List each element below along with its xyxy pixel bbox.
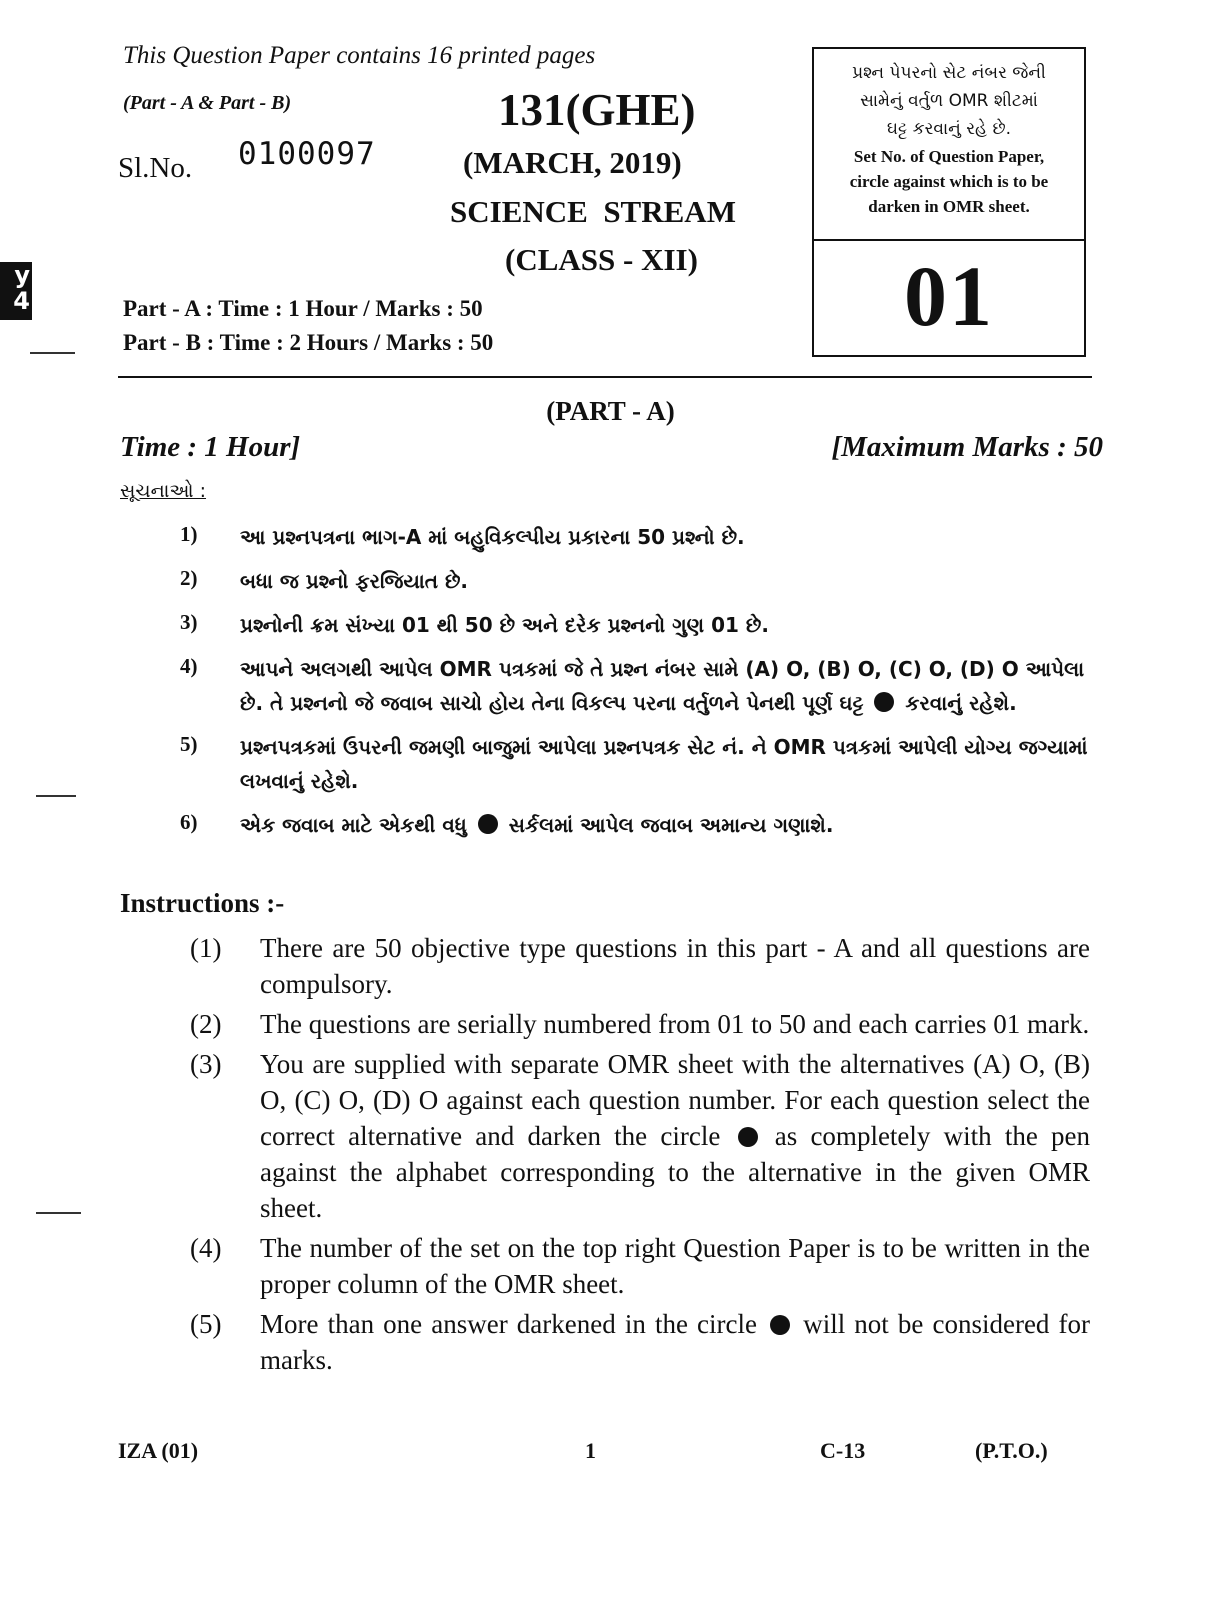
- set-box-gu-line: સામેનું વર્તુળ OMR શીટમાં: [860, 91, 1038, 111]
- item-number: 6): [180, 810, 198, 834]
- item-text-part: આપને અલગથી આપેલ OMR પત્રકમાં જે તે પ્રશ્ન નંબર સામે (A) O, (B) O, (C) O, (D) O આપેલા છે. તે પ્રશ્નનો જે જવાબ સાચો હોય તેના વિકલ્પ પરના વર્તુળને પેનથી પૂર્ણ ઘટ્ટ: [240, 657, 1085, 715]
- part-heading: (PART - A): [546, 396, 675, 426]
- item-number: 5): [180, 732, 198, 756]
- footer-pto: (P.T.O.): [975, 1438, 1048, 1463]
- set-box-gu-line: ઘટ્ટ કરવાનું રહે છે.: [886, 119, 1012, 139]
- list-item: [190, 1046, 1090, 1226]
- item-number: 2): [180, 566, 198, 590]
- gujarati-instruction-list: [180, 520, 1090, 852]
- item-text: [260, 1046, 1090, 1226]
- item-text-part: More than one answer darkened in the circle: [260, 1309, 757, 1339]
- item-text: આ પ્રશ્નપત્રના ભાગ-A માં બહુવિકલ્પીય પ્રકારના 50 પ્રશ્નો છે.: [240, 525, 745, 549]
- item-text-part: સર્કલમાં આપેલ જવાબ અમાન્ય ગણાશે.: [508, 813, 834, 837]
- list-item: [180, 652, 1090, 720]
- instruction-list: [190, 930, 1090, 1382]
- marks-label: [Maximum Marks : 50: [831, 431, 1103, 463]
- item-text: [240, 652, 1090, 720]
- list-item: [190, 1230, 1090, 1302]
- list-item: [180, 564, 1090, 598]
- parts-note: (Part - A & Part - B): [123, 92, 292, 114]
- set-box-en-line: Set No. of Question Paper,: [853, 147, 1045, 166]
- item-number: (5): [190, 1309, 222, 1339]
- set-number-box: [812, 47, 1086, 357]
- serial-number-label: Sl.No.: [118, 152, 193, 184]
- item-number: 4): [180, 654, 198, 678]
- item-number: 1): [180, 522, 198, 546]
- paper-code: 131(GHE): [498, 85, 696, 135]
- item-text: The questions are serially numbered from 01 to 50 and each carries 01 mark.: [260, 1009, 1090, 1039]
- list-item: [180, 808, 1090, 842]
- part-a-time: Part - A : Time : 1 Hour / Marks : 50: [123, 296, 483, 321]
- set-box-instructions: [814, 49, 1084, 241]
- filled-circle-icon: [478, 814, 498, 834]
- footer-code: IZA (01): [118, 1438, 199, 1463]
- filled-circle-icon: [770, 1315, 790, 1335]
- time-label: Time : 1 Hour]: [120, 431, 301, 463]
- item-text-part: એક જવાબ માટે એકથી વધુ: [240, 813, 467, 837]
- list-item: [190, 1306, 1090, 1378]
- item-number: (1): [190, 933, 222, 963]
- edge-tab: y 4: [0, 262, 32, 320]
- gujarati-instructions-label: સૂચનાઓ :: [120, 480, 207, 502]
- exam-month: (MARCH, 2019): [463, 145, 682, 180]
- list-item: [180, 608, 1090, 642]
- item-text-part: will not be considered for marks.: [260, 1309, 1091, 1375]
- item-text: There are 50 objective type questions in this part - A and all questions are compulsory.: [260, 933, 1090, 999]
- item-text-part: કરવાનું રહેશે.: [905, 691, 1017, 715]
- list-item: [180, 520, 1090, 554]
- list-item: [190, 1006, 1090, 1042]
- list-item: [180, 730, 1090, 798]
- item-number: 3): [180, 610, 198, 634]
- item-number: (2): [190, 1009, 222, 1039]
- item-text: The number of the set on the top right Question Paper is to be written in the proper column of the OMR sheet.: [260, 1233, 1090, 1299]
- class-title: (CLASS - XII): [505, 242, 698, 277]
- item-number: (3): [190, 1049, 222, 1079]
- item-text: બધા જ પ્રશ્નો ફરજિયાત છે.: [240, 569, 469, 593]
- scan-mark: [36, 1212, 81, 1214]
- pages-note: This Question Paper contains 16 printed pages: [123, 42, 596, 69]
- item-text: પ્રશ્નોની ક્રમ સંખ્યા 01 થી 50 છે અને દરેક પ્રશ્નનો ગુણ 01 છે.: [240, 613, 769, 637]
- instructions-heading: Instructions :-: [120, 888, 285, 918]
- item-text-part: as completely with the pen against the alphabet corresponding to the alternative in the given OMR sheet.: [260, 1121, 1091, 1223]
- item-number: (4): [190, 1233, 222, 1263]
- scan-mark: [30, 352, 75, 354]
- item-text: [240, 808, 1090, 842]
- filled-circle-icon: [738, 1127, 758, 1147]
- item-text: [260, 1306, 1090, 1378]
- part-b-time: Part - B : Time : 2 Hours / Marks : 50: [123, 330, 494, 355]
- scan-mark: [36, 795, 76, 797]
- header-rule: [118, 376, 1092, 378]
- set-box-en-line: circle against which is to be: [849, 172, 1049, 191]
- set-box-gu-line: પ્રશ્ન પેપરનો સેટ નંબર જેની: [852, 63, 1046, 83]
- list-item: [190, 930, 1090, 1002]
- footer-series: C-13: [820, 1438, 866, 1463]
- filled-circle-icon: [874, 692, 894, 712]
- set-number: 01: [904, 248, 994, 344]
- serial-number-value: 0100097: [238, 136, 376, 172]
- page-number: 1: [585, 1438, 596, 1463]
- item-text: પ્રશ્નપત્રકમાં ઉપરની જમણી બાજુમાં આપેલા પ્રશ્નપત્રક સેટ નં. ને OMR પત્રકમાં આપેલી યોગ્ય જગ્યામાં લખવાનું રહેશે.: [240, 735, 1088, 793]
- stream-title: SCIENCE STREAM: [450, 194, 736, 229]
- item-text-part: You are supplied with separate OMR sheet with the alternatives (A) O, (B) O, (C) O, (D) O against each question number. For each question select the correct alternative and darken the circle: [260, 1049, 1090, 1151]
- set-box-en-line: darken in OMR sheet.: [868, 197, 1030, 216]
